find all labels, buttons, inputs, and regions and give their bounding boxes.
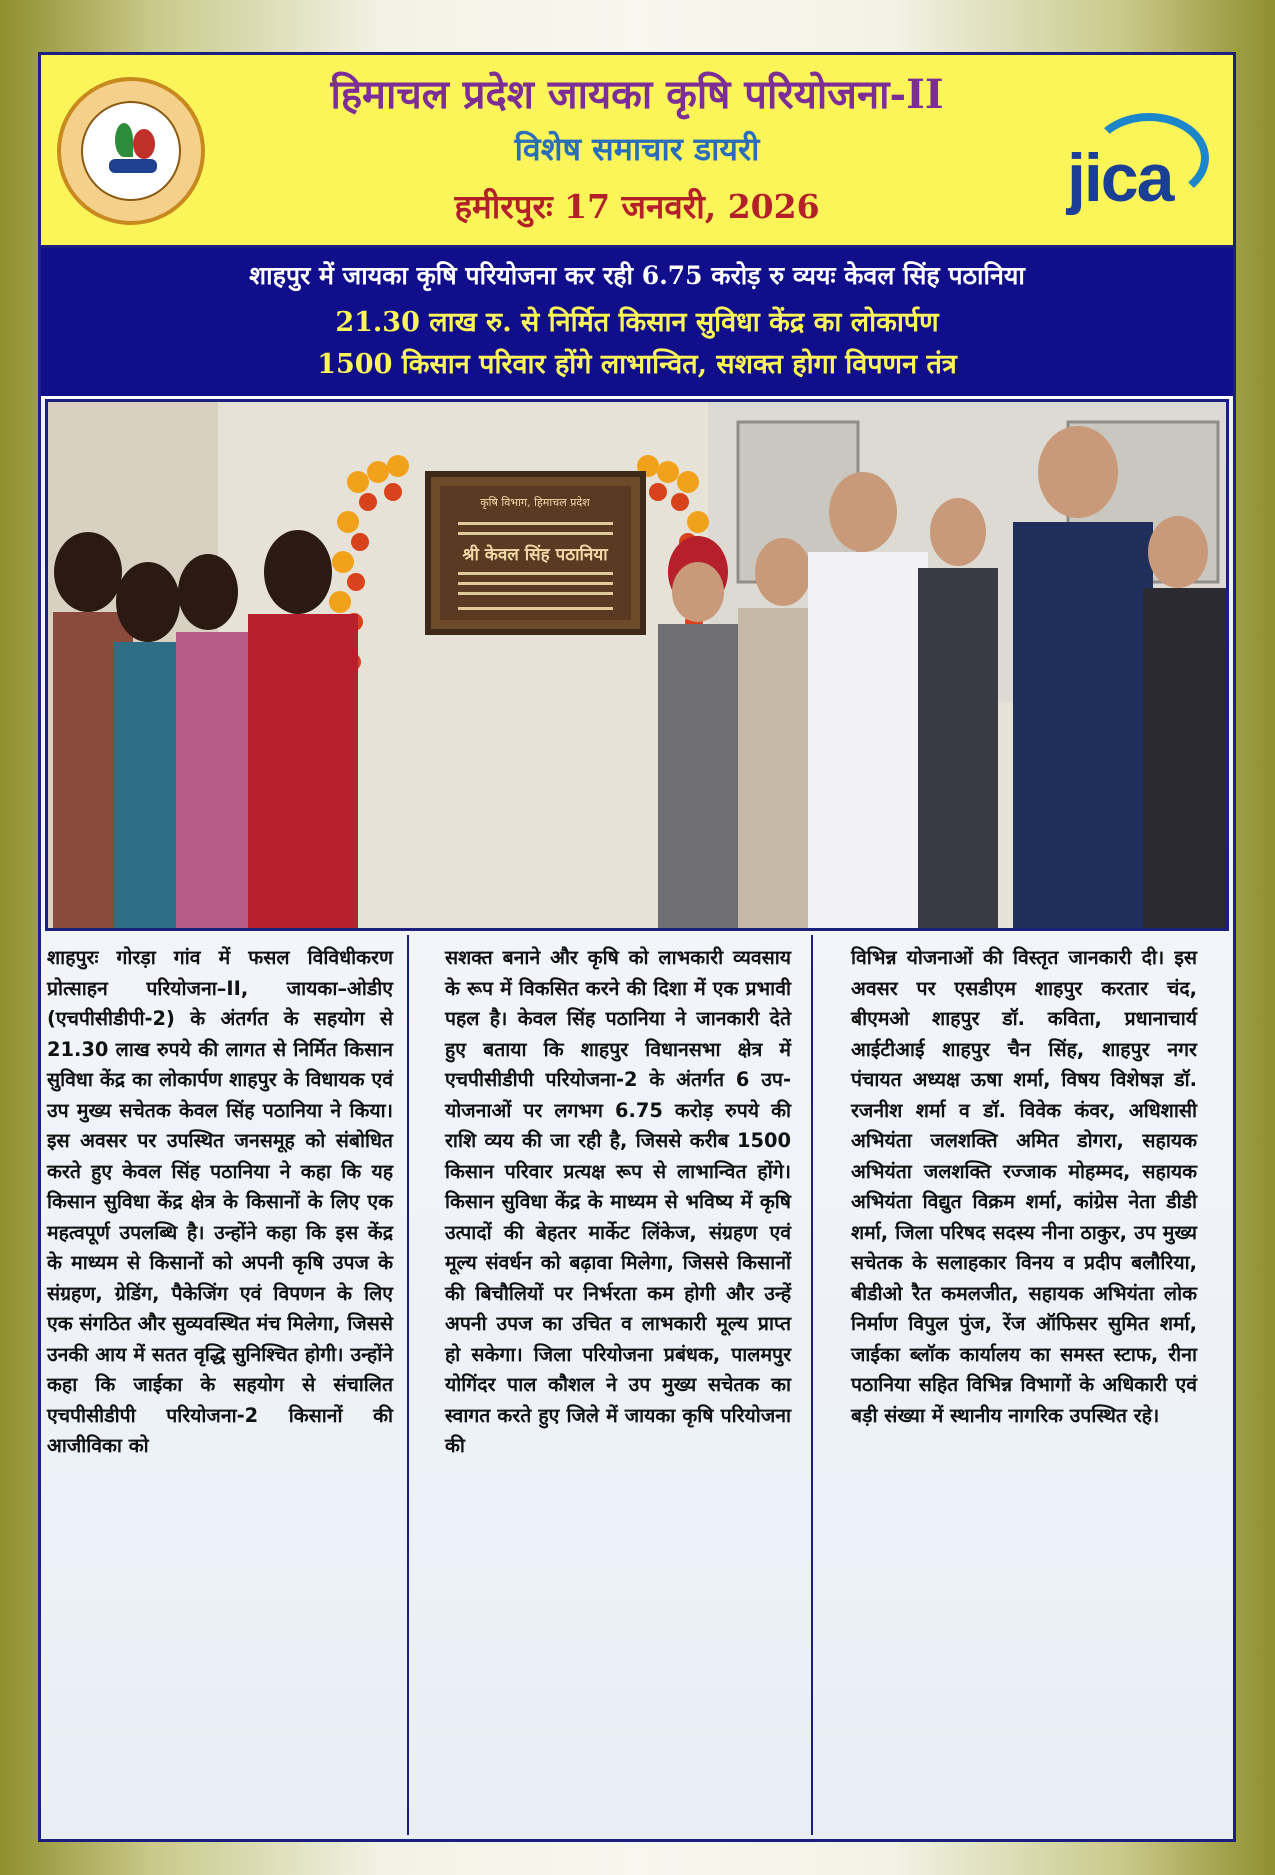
article-column-3: विभिन्न योजनाओं की विस्तृत जानकारी दी। इस अवसर पर एसडीएम शाहपुर करतार चंद, बीएमओ शाहपुर डॉ. कविता, प्रधानाचार्य आईटीआई शाहपुर चैन सिंह, शाहपुर नगर पंचायत अध्यक्ष ऊषा शर्मा, विषय विशेषज्ञ डॉ. रजनीश शर्मा व डॉ. विवेक कंवर, अधिशासी अभियंता जलशक्ति अमित डोगरा, सहायक अभियंता जलशक्ति रज्जाक मोहम्मद, सहायक अभियंता विद्युत विक्रम शर्मा, कांग्रेस नेता डीडी शर्मा, जिला परिषद सदस्य नीना ठाकुर, उप मुख्य सचेतक के सलाहकार विनय व प्रदीप बलौरिया, बीडीओ रैत कमलजीत, सहायक अभियंता लोक निर्माण विपुल पुंज, रेंज ऑफिसर सुमित शर्मा, जाईका ब्लॉक कार्यालय का समस्त स्टाफ, रीना पठानिया सहित विभिन्न विभागों के अधिकारी एवं बड़ी संख्या में स्थानीय नागरिक उपस्थित रहे।	[851, 946, 1197, 1427]
column-divider-1	[407, 935, 409, 1835]
header	[41, 55, 1233, 248]
headline-banner	[41, 248, 1233, 399]
plaque-name: श्री केवल सिंह पठानिया	[462, 545, 608, 565]
newsletter-title: हिमाचल प्रदेश जायका कृषि परियोजना-II	[330, 71, 944, 118]
headline-main: शाहपुर में जायका कृषि परियोजना कर रही 6.75 करोड़ रु व्ययः केवल सिंह पठानिया	[249, 261, 1025, 290]
plaque-heading: कृषि विभाग, हिमाचल प्रदेश	[480, 496, 590, 509]
inauguration-photo	[45, 399, 1229, 931]
newsletter-frame	[38, 52, 1236, 1842]
dateline: हमीरपुरः 17 जनवरी, 2026	[454, 187, 820, 226]
article-column-2: सशक्त बनाने और कृषि को लाभकारी व्यवसाय के रूप में विकसित करने की दिशा में एक प्रभावी पहल है। केवल सिंह पठानिया ने जानकारी देते हुए बताया कि शाहपुर विधानसभा क्षेत्र में एचपीसीडीपी परियोजना-2 के अंतर्गत 6 उप-योजनाओं पर लगभग 6.75 करोड़ रुपये की राशि व्यय की जा रही है, जिससे करीब 1500 किसान परिवार प्रत्यक्ष रूप से लाभान्वित होंगे। किसान सुविधा केंद्र के माध्यम से भविष्य में कृषि उत्पादों की बेहतर मार्केट लिंकेज, संग्रहण एवं मूल्य संवर्धन को बढ़ावा मिलेगा, जिससे किसानों की बिचौलियों पर निर्भरता कम होगी और उन्हें अपनी उपज का उचित व लाभकारी मूल्य प्राप्त हो सकेगा। जिला परियोजना प्रबंधक, पालमपुर योगिंदर पाल कौशल ने उप मुख्य सचेतक का स्वागत करते हुए जिले में जायका कृषि परियोजना की	[445, 946, 791, 1457]
headline-sub-2: 1500 किसान परिवार होंगे लाभान्वित, सशक्त होगा विपणन तंत्र	[317, 349, 957, 380]
column-divider-2	[811, 935, 813, 1835]
jica-logo: jica	[1067, 113, 1217, 233]
headline-sub-1: 21.30 लाख रु. से निर्मित किसान सुविधा केंद्र का लोकार्पण	[335, 307, 939, 338]
newsletter-subtitle: विशेष समाचार डायरी	[514, 130, 760, 168]
photo-illustration	[48, 402, 1226, 928]
article-column-1: शाहपुरः गोरड़ा गांव में फसल विविधीकरण प्रोत्साहन परियोजना–II, जायका–ओडीए (एचपीसीडीपी-2) के अंतर्गत के सहयोग से 21.30 लाख रुपये की लागत से निर्मित किसान सुविधा केंद्र का लोकार्पण शाहपुर के विधायक एवं उप मुख्य सचेतक केवल सिंह पठानिया ने किया। इस अवसर पर उपस्थित जनसमूह को संबोधित करते हुए केवल सिंह पठानिया ने कहा कि यह किसान सुविधा केंद्र क्षेत्र के किसानों के लिए एक महत्वपूर्ण उपलब्धि है। उन्होंने कहा कि इस केंद्र के माध्यम से किसानों को अपनी कृषि उपज के संग्रहण, ग्रेडिंग, पैकेजिंग एवं विपणन के लिए एक संगठित और सुव्यवस्थित मंच मिलेगा, जिससे उनकी आय में सतत वृद्धि सुनिश्चित होगी। उन्होंने कहा कि जाईका के सहयोग से संचालित एचपीसीडीपी परियोजना-2 किसानों की आजीविका को	[47, 946, 393, 1457]
